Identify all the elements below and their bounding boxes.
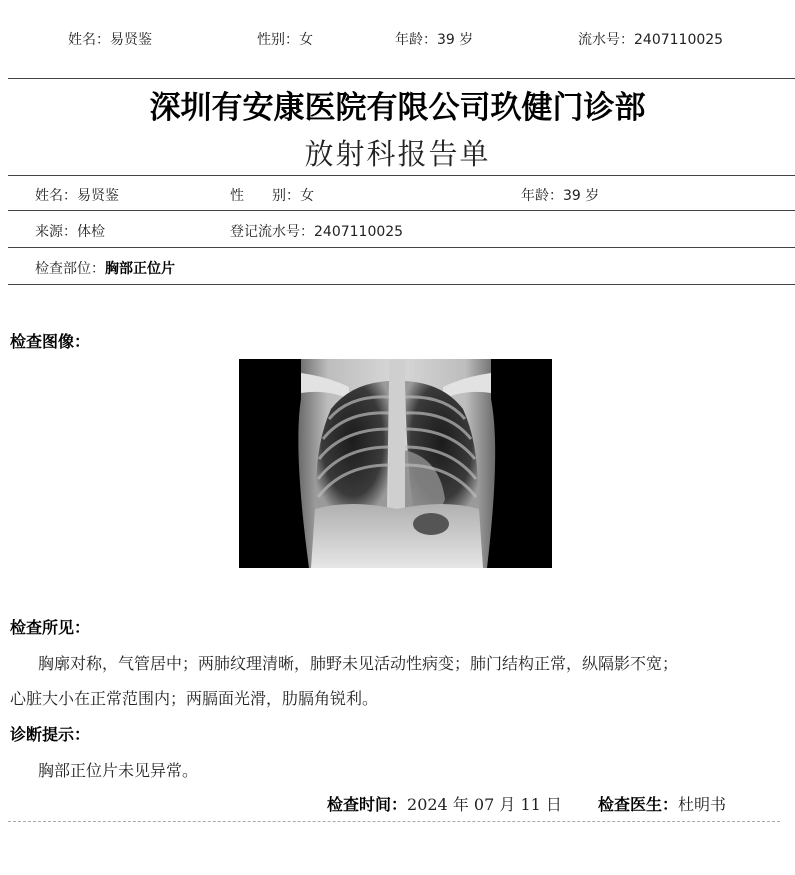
report-title: 放射科报告单	[304, 137, 491, 171]
exam-time-label: 检查时间：	[327, 795, 408, 814]
patient-age-label: 年龄：	[521, 188, 563, 204]
patient-age-value: 39 岁	[563, 188, 600, 204]
patient-name-label: 姓名：	[35, 188, 77, 204]
patient-gender	[230, 185, 314, 205]
image-section-label: 检查图像：	[10, 332, 91, 351]
top-age: 年龄：39 岁	[395, 32, 474, 48]
findings-text-line2: 心脏大小在正常范围内；两膈面光滑，肋膈角锐利。	[10, 689, 379, 708]
footer-divider	[8, 821, 780, 822]
source-label: 来源：	[35, 224, 77, 240]
hospital-name: 深圳有安康医院有限公司玖健门诊部	[149, 90, 646, 126]
registration-label: 登记流水号：	[230, 224, 314, 240]
diagnosis-label: 诊断提示：	[10, 725, 91, 744]
exam-doctor-label: 检查医生：	[598, 795, 679, 814]
registration-number	[230, 221, 403, 241]
top-gender: 性别：女	[257, 32, 313, 48]
patient-gender-value: 女	[300, 188, 314, 204]
exam-time-value: 2024 年 07 月 11 日	[407, 795, 562, 814]
exam-time	[327, 792, 562, 815]
exam-part-label: 检查部位：	[35, 261, 105, 277]
divider	[8, 78, 795, 79]
registration-value: 2407110025	[314, 224, 404, 240]
patient-name-value: 易贤鉴	[77, 188, 119, 204]
divider	[8, 210, 795, 211]
source-value: 体检	[77, 224, 105, 240]
divider	[8, 247, 795, 248]
findings-text-line1: 胸廓对称，气管居中；两肺纹理清晰，肺野未见活动性病变；肺门结构正常，纵隔影不宽；	[38, 654, 679, 673]
findings-label: 检查所见：	[10, 618, 91, 637]
exam-part-value: 胸部正位片	[105, 261, 175, 277]
patient-source	[35, 221, 105, 241]
top-serial-number: 流水号：2407110025	[578, 32, 724, 48]
patient-gender-label: 性 别：	[230, 188, 300, 204]
divider	[8, 284, 795, 285]
chest-xray-image	[239, 359, 552, 568]
exam-part	[35, 258, 175, 278]
diagnosis-text: 胸部正位片未见异常。	[38, 761, 199, 780]
patient-name	[35, 185, 119, 205]
patient-age	[521, 185, 599, 205]
exam-doctor	[598, 792, 726, 815]
exam-doctor-value: 杜明书	[678, 795, 727, 814]
top-patient-name: 姓名：易贤鉴	[68, 32, 152, 48]
divider	[8, 175, 795, 176]
